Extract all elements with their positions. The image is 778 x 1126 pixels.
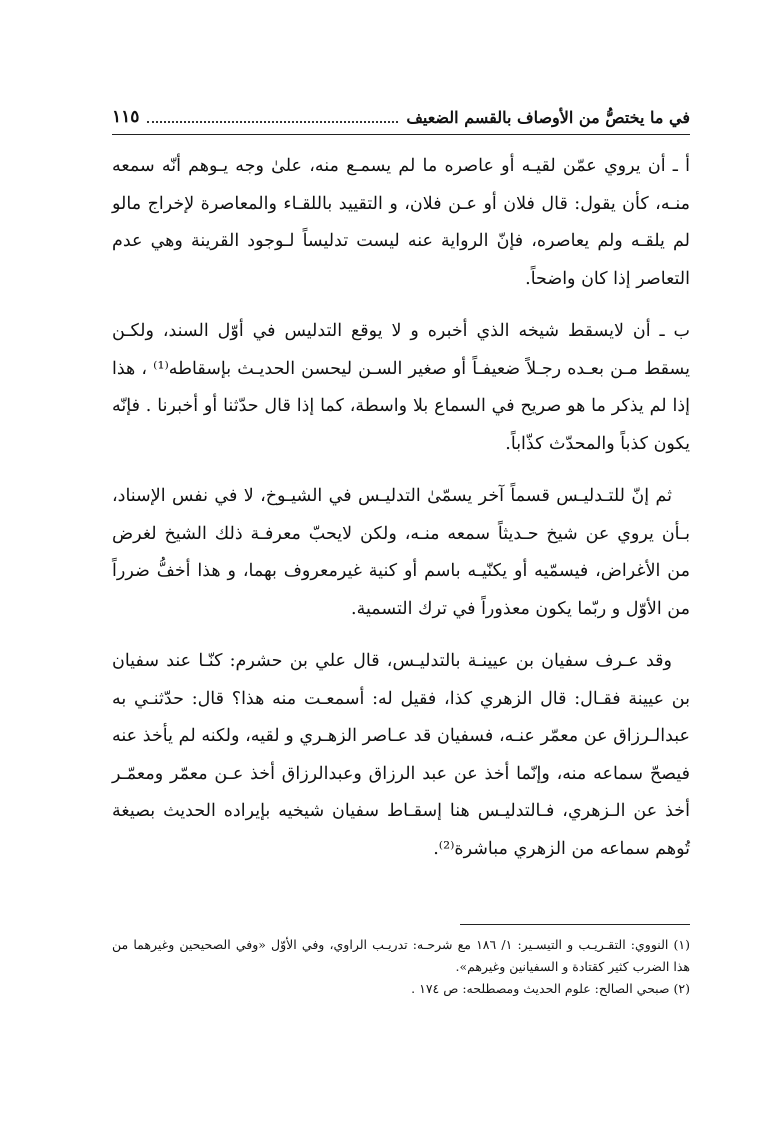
paragraph-a: أ ـ أن يروي عمّن لقيـه أو عاصره ما لم يسمـع منه، علىٰ وجه يـوهم أنّه سمعه منـه، كأن يقول: قال فلان أو عـن فلان، و التقييد باللقـاء والمعاصرة لإخراج مالو لم يلقـه ولم يعاصره، فإنّ الرواية عنه ليست تدليساً لـوجود القرينة وهي عدم التعاصر إذا كان واضحاً. xyxy=(112,156,690,289)
footnotes xyxy=(112,934,690,1000)
footnote-2: (٢) صبحي الصالح: علوم الحديث ومصطلحه: ص ١٧٤ . xyxy=(411,981,690,996)
footnote-rule xyxy=(460,924,690,925)
running-header xyxy=(112,100,690,134)
header-dotted-leader xyxy=(147,121,398,123)
paragraph-sufyan: وقد عـرف سفيان بن عيينـة بالتدليـس، قال علي بن حشرم: كنّـا عند سفيان بن عيينة فقـال: قال الزهري كذا، فقيل له: أسمعـت منه هذا؟ قال: حدّثنـي به عبدالـرزاق عن معمّر عنـه، فسفيان قد عـاصر الزهـري و لقيه، ولكنه لم يأخذ عنه فيصحّ سماعه منه، وإنّما أخذ عن عبد الرزاق وعبدالرزاق أخذ عـن معمّر ومعمّـر أخذ عن الـزهري، فـالتدليـس هنا إسقـاط سفيان شيخيه بإيراده الحديث بصيغة تُوهم سماعه من الزهري مباشرة⁽²⁾. xyxy=(112,651,690,859)
footnote-1: (١) النووي: التقـريـب و التيسـير: ١/ ١٨٦ مع شرحـه: تدريـب الراوي، وفي الأوّل «وفي الصحيحين وغيرهما من هذا الضرب كثير كقتادة و السفيانين وغيرهم». xyxy=(112,937,690,974)
paragraph-shuyukh-tadlis: ثم إنّ للتـدليـس قسماً آخر يسمّىٰ التدليـس في الشيـوخ، لا في نفس الإسناد، بـأن يروي عن شيخ حـديثاً سمعه منـه، ولكن لايحبّ معرفـة ذلك الشيخ لغرض من الأغراض، فيسمّيه أو يكنّيـه باسم أو كنية غيرمعروف بهما، و هذا أخفُّ ضرراً من الأوّل و ربّما يكون معذوراً في ترك التسمية. xyxy=(112,486,690,619)
main-text xyxy=(112,148,690,883)
page-number: ١١٥ xyxy=(112,107,140,127)
header-rule xyxy=(112,134,690,135)
paragraph-b: ب ـ أن لايسقط شيخه الذي أخبره و لا يوقع التدليس في أوّل السند، ولكـن يسقط مـن بعـده رجـلاً ضعيفـاً أو صغير السـن ليحسن الحديـث بإسقاطه⁽¹⁾ ، هذا إذا لم يذكر ما هو صريح في السماع بلا واسطة، كما إذا قال حدّثنا أو أخبرنا . فإنّه يكون كذباً والمحدّث كذّاباً. xyxy=(112,321,690,454)
running-header-title: في ما يختصُّ من الأوصاف بالقسم الضعيف xyxy=(406,107,690,127)
